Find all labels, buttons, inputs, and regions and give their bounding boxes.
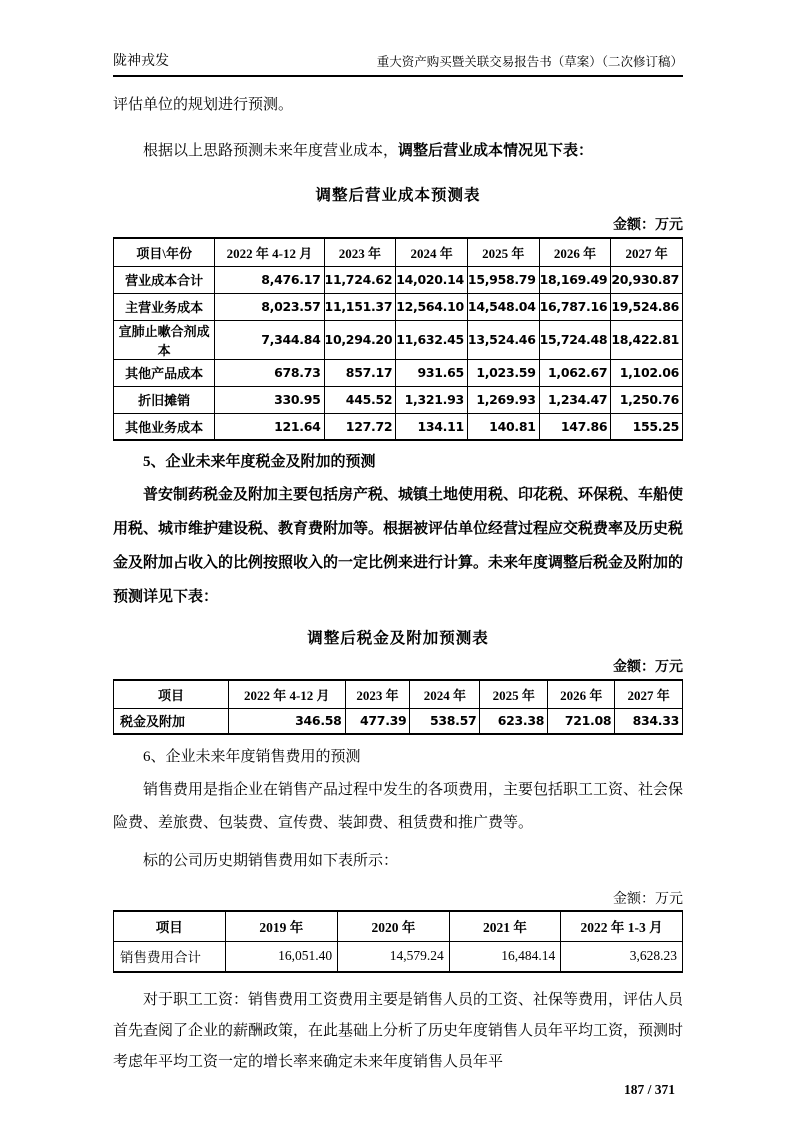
column-header: 2026 年 bbox=[539, 238, 611, 266]
column-header: 2023 年 bbox=[324, 238, 396, 266]
historical-sales-expense-table bbox=[113, 910, 683, 973]
cost-intro-normal-text: 根据以上思路预测未来年度营业成本， bbox=[143, 143, 399, 159]
column-header: 2025 年 bbox=[467, 238, 539, 266]
value-cell: 127.72 bbox=[324, 413, 396, 440]
column-header: 2025 年 bbox=[480, 680, 548, 708]
row-label: 其他产品成本 bbox=[114, 359, 215, 386]
table-row bbox=[114, 293, 683, 320]
value-cell: 14,020.14 bbox=[396, 266, 468, 293]
column-header: 项目 bbox=[114, 680, 229, 708]
row-label: 销售费用合计 bbox=[114, 941, 226, 972]
section-5-heading: 5、企业未来年度税金及附加的预测 bbox=[143, 454, 376, 470]
value-cell: 857.17 bbox=[324, 359, 396, 386]
value-cell: 477.39 bbox=[345, 708, 410, 734]
value-cell: 14,579.24 bbox=[338, 941, 450, 972]
column-header: 2020 年 bbox=[338, 911, 450, 941]
column-header: 2022 年 4-12 月 bbox=[215, 238, 324, 266]
running-header bbox=[113, 50, 683, 77]
value-cell: 11,151.37 bbox=[324, 293, 396, 320]
table-header-row bbox=[114, 238, 683, 266]
row-label: 税金及附加 bbox=[114, 708, 229, 734]
value-cell: 16,484.14 bbox=[449, 941, 561, 972]
table-title-operating-cost: 调整后营业成本预测表 bbox=[315, 187, 481, 204]
column-header: 2027 年 bbox=[615, 680, 683, 708]
table-row bbox=[114, 708, 683, 734]
paragraph-forecast-note: 评估单位的规划进行预测。 bbox=[113, 97, 294, 113]
column-header: 2021 年 bbox=[449, 911, 561, 941]
column-header: 2022 年 4-12 月 bbox=[228, 680, 345, 708]
value-cell: 8,023.57 bbox=[215, 293, 324, 320]
value-cell: 3,628.23 bbox=[561, 941, 683, 972]
row-label: 其他业务成本 bbox=[114, 413, 215, 440]
paragraph-salary-analysis: 对于职工工资：销售费用工资费用主要是销售人员的工资、社保等费用，评估人员首先查阅了企业的薪酬政策，在此基础上分析了历史年度销售人员年平均工资，预测时考虑年平均工资一定的增长率来确定未来年度销售人员年平 bbox=[113, 992, 684, 1070]
value-cell: 7,344.84 bbox=[215, 320, 324, 359]
value-cell: 678.73 bbox=[215, 359, 324, 386]
paragraph-sales-expense-description: 销售费用是指企业在销售产品过程中发生的各项费用，主要包括职工工资、社会保险费、差旅费、包装费、宣传费、装卸费、租赁费和推广费等。 bbox=[113, 782, 684, 831]
value-cell: 1,234.47 bbox=[539, 386, 611, 413]
column-header: 2024 年 bbox=[396, 238, 468, 266]
column-header: 2024 年 bbox=[410, 680, 480, 708]
table-row bbox=[114, 941, 683, 972]
value-cell: 623.38 bbox=[480, 708, 548, 734]
row-label: 宣肺止嗽合剂成本 bbox=[114, 320, 215, 359]
unit-label-tax-surcharge: 金额：万元 bbox=[613, 660, 683, 675]
column-header: 2026 年 bbox=[548, 680, 615, 708]
tax-surcharge-forecast-table bbox=[113, 679, 683, 735]
header-document-title: 重大资产购买暨关联交易报告书（草案）（二次修订稿） bbox=[376, 55, 683, 69]
column-header: 2022 年 1-3 月 bbox=[561, 911, 683, 941]
paragraph-cost-intro bbox=[113, 141, 683, 161]
value-cell: 538.57 bbox=[410, 708, 480, 734]
table-row bbox=[114, 359, 683, 386]
row-label: 营业成本合计 bbox=[114, 266, 215, 293]
value-cell: 140.81 bbox=[467, 413, 539, 440]
value-cell: 12,564.10 bbox=[396, 293, 468, 320]
value-cell: 721.08 bbox=[548, 708, 615, 734]
column-header: 2019 年 bbox=[225, 911, 338, 941]
unit-label-operating-cost: 金额：万元 bbox=[613, 218, 683, 233]
value-cell: 11,632.45 bbox=[396, 320, 468, 359]
value-cell: 15,724.48 bbox=[539, 320, 611, 359]
value-cell: 8,476.17 bbox=[215, 266, 324, 293]
value-cell: 445.52 bbox=[324, 386, 396, 413]
table-row bbox=[114, 320, 683, 359]
value-cell: 1,321.93 bbox=[396, 386, 468, 413]
value-cell: 1,102.06 bbox=[611, 359, 683, 386]
value-cell: 1,269.93 bbox=[467, 386, 539, 413]
paragraph-tax-description: 普安制药税金及附加主要包括房产税、城镇土地使用税、印花税、环保税、车船使用税、城市维护建设税、教育费附加等。根据被评估单位经营过程应交税费率及历史税金及附加占收入的比例按照收入的一定比例来进行计算。未来年度调整后税金及附加的预测详见下表： bbox=[113, 487, 684, 605]
value-cell: 1,250.76 bbox=[611, 386, 683, 413]
table-header-row bbox=[114, 911, 683, 941]
value-cell: 13,524.46 bbox=[467, 320, 539, 359]
value-cell: 155.25 bbox=[611, 413, 683, 440]
value-cell: 1,062.67 bbox=[539, 359, 611, 386]
column-header: 2023 年 bbox=[345, 680, 410, 708]
column-header: 2027 年 bbox=[611, 238, 683, 266]
value-cell: 346.58 bbox=[228, 708, 345, 734]
value-cell: 834.33 bbox=[615, 708, 683, 734]
column-header: 项目\年份 bbox=[114, 238, 215, 266]
row-label: 折旧摊销 bbox=[114, 386, 215, 413]
value-cell: 11,724.62 bbox=[324, 266, 396, 293]
value-cell: 18,422.81 bbox=[611, 320, 683, 359]
value-cell: 14,548.04 bbox=[467, 293, 539, 320]
page-number: 187 / 371 bbox=[623, 1082, 675, 1097]
value-cell: 931.65 bbox=[396, 359, 468, 386]
row-label: 主营业务成本 bbox=[114, 293, 215, 320]
section-6-heading: 6、企业未来年度销售费用的预测 bbox=[143, 749, 361, 765]
table-row bbox=[114, 266, 683, 293]
table-title-tax-surcharge: 调整后税金及附加预测表 bbox=[307, 630, 489, 647]
value-cell: 147.86 bbox=[539, 413, 611, 440]
value-cell: 10,294.20 bbox=[324, 320, 396, 359]
value-cell: 121.64 bbox=[215, 413, 324, 440]
value-cell: 20,930.87 bbox=[611, 266, 683, 293]
value-cell: 18,169.49 bbox=[539, 266, 611, 293]
operating-cost-forecast-table bbox=[113, 237, 683, 441]
table-row bbox=[114, 413, 683, 440]
value-cell: 1,023.59 bbox=[467, 359, 539, 386]
header-company-name: 陇神戎发 bbox=[113, 54, 169, 69]
value-cell: 16,787.16 bbox=[539, 293, 611, 320]
table-header-row bbox=[114, 680, 683, 708]
column-header: 项目 bbox=[114, 911, 226, 941]
unit-label-sales-expense: 金额：万元 bbox=[613, 892, 683, 907]
value-cell: 16,051.40 bbox=[225, 941, 338, 972]
cost-intro-bold-text: 调整后营业成本情况见下表： bbox=[398, 143, 594, 159]
value-cell: 19,524.86 bbox=[611, 293, 683, 320]
value-cell: 15,958.79 bbox=[467, 266, 539, 293]
table-row bbox=[114, 386, 683, 413]
value-cell: 134.11 bbox=[396, 413, 468, 440]
value-cell: 330.95 bbox=[215, 386, 324, 413]
paragraph-sales-table-intro: 标的公司历史期销售费用如下表所示： bbox=[143, 853, 399, 869]
